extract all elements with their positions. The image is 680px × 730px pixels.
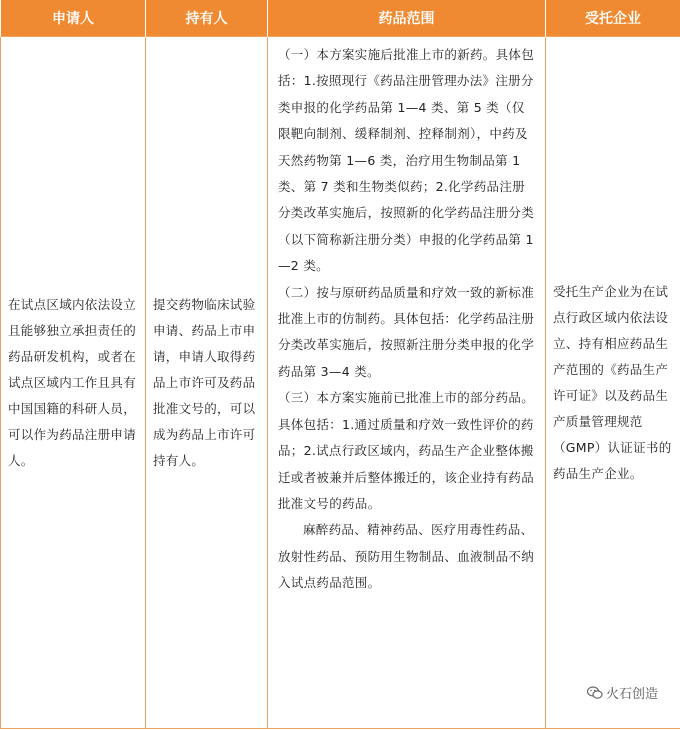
- header-applicant: 申请人: [1, 0, 146, 37]
- cell-applicant: 在试点区域内依法设立且能够独立承担责任的药品研发机构，或者在试点区域内工作且具有中国国籍的科研人员，可以作为药品注册申请人。: [1, 37, 146, 729]
- scope-paragraph-2: （二）按与原研药品质量和疗效一致的新标准批准上市的仿制药。具体包括：化学药品注册分类改革实施后，按照新注册分类申报的化学药品第 3—4 类。: [278, 284, 535, 379]
- scope-paragraph-1: （一）本方案实施后批准上市的新药。具体包括：1.按照现行《药品注册管理办法》注册分类申报的化学药品第 1—4 类、第 5 类（仅限靶向制剂、缓释制剂、控释制剂），中药及天然药物第 1—6 类，治疗用生物制品第 1 类、第 7 类和生物类似药；2.化学药品注册分类改革实施后，按照新的化学药品注册分类（以下简称新注册分类）申报的化学药品第 1—2 类。: [278, 47, 535, 274]
- scope-paragraph-3: （三）本方案实施前已批准上市的部分药品。具体包括：1.通过质量和疗效一致性评价的药品；2.试点行政区域内，药品生产企业整体搬迁或者被兼并后整体搬迁的，该企业持有药品批准文号的药品。: [278, 390, 535, 511]
- header-entrusted: 受托企业: [546, 0, 680, 37]
- header-row: [1, 0, 680, 37]
- watermark-text: 火石创造: [605, 687, 658, 702]
- watermark: [587, 683, 658, 702]
- cell-entrusted: 受托生产企业为在试点行政区域内依法设立、持有相应药品生产范围的《药品生产许可证》以及药品生产质量管理规范（GMP）认证证书的药品生产企业。: [546, 37, 680, 729]
- header-scope: 药品范围: [268, 0, 546, 37]
- table-row: [1, 37, 680, 729]
- cell-scope: [268, 37, 546, 729]
- wechat-icon: [587, 686, 603, 700]
- scope-paragraph-4: 麻醉药品、精神药品、医疗用毒性药品、放射性药品、预防用生物制品、血液制品不纳入试点药品范围。: [278, 522, 535, 591]
- cell-holder: 提交药物临床试验申请、药品上市申请，申请人取得药品上市许可及药品批准文号的，可以成为药品上市许可持有人。: [146, 37, 268, 729]
- header-holder: 持有人: [146, 0, 268, 37]
